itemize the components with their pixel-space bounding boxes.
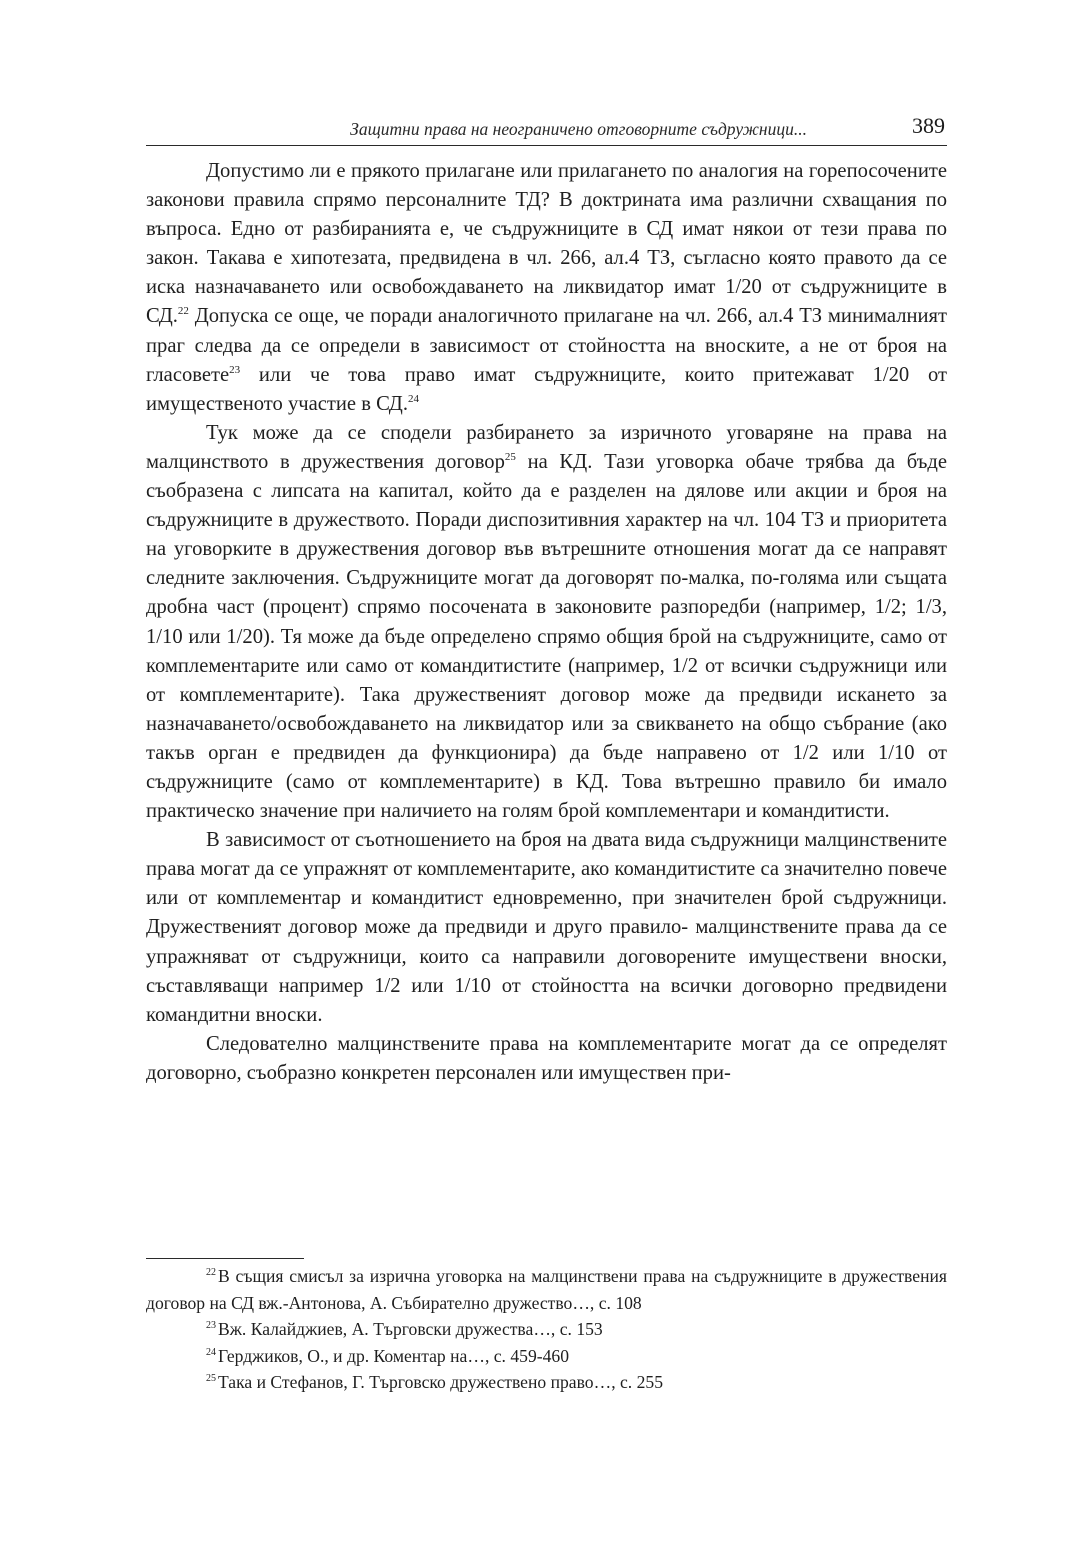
footnote-ref: 24 xyxy=(408,392,419,405)
paragraph-2 xyxy=(146,419,947,826)
footnote-22 xyxy=(146,1263,947,1316)
footnote-text: В същия смисъл за изрична уговорка на малцинствени права на съдружниците в дружествения договор на СД вж.-Антонова, А. Събирателно дружество…, с. 108 xyxy=(146,1266,947,1313)
footnote-number: 24 xyxy=(206,1346,216,1358)
paragraph-text: Допуска се още, че поради аналогичното прилагане на чл. 266, ал.4 ТЗ минималният праг следва да се определи в зависимост от стойността на вноските, а не от броя на гласовете xyxy=(146,305,947,386)
page-header xyxy=(146,113,947,146)
paragraph-text: Допустимо ли е прякото прилагане или прилагането по аналогия на горепосочените законови правила спрямо персоналните ТД? В доктрината има различни схващания по въпроса. Едно от разбиранията е, че съдружниците в СД имат някои от тези права по закон. Такава е хипотезата, предвидена в чл. 266, ал.4 ТЗ, съгласно която правото да се иска назначаването или освобождаването на ликвидатор имат 1/20 от съдружниците в СД. xyxy=(146,160,947,328)
paragraph-4: Следователно малцинствените права на комплементарите могат да се определят договорно, съобразно конкретен персонален или имуществен при- xyxy=(146,1032,947,1084)
footnote-text: Вж. Калайджиев, А. Търговски дружества…, с. 153 xyxy=(218,1319,603,1339)
footnote-24 xyxy=(146,1343,947,1370)
footnote-text: Герджиков, О., и др. Коментар на…, с. 459-460 xyxy=(218,1345,569,1366)
footnote-25 xyxy=(146,1369,947,1396)
page-number: 389 xyxy=(912,113,945,138)
footnote-23 xyxy=(146,1316,947,1343)
paragraph-3: В зависимост от съотношението на броя на двата вида съдружници малцинствените права могат да се упражнят от комплементарите, ако командитистите са значително повече или от комплементар и командитист едновременно, при значителен брой съдружници. Дружественият договор може да предвиди и друго правило- малцинствените права да се упражняват от съдружници, които са направили договорените имуществени вноски, съставляващи например 1/2 или 1/10 от стойността на всички договорно предвидени командитни вноски. xyxy=(146,829,947,1026)
footnote-number: 22 xyxy=(206,1267,216,1278)
paragraph-text: на КД. Тази уговорка обаче трябва да бъде съобразена с липсата на капитал, който да е разделен на дялове или акции и броя на съдружниците в дружеството. Поради диспозитивния характер на чл. 104 ТЗ и приоритета на уговорките в дружествения договор във вътрешните отношения могат да се направят следните заключения. Съдружниците могат да договорят по-малка, по-голяма или същата дробна част (процент) спрямо посочената в законовите разпоредби (например, 1/2; 1/3, 1/10 или 1/20). Тя може да бъде определено спрямо общия брой на съдружниците, само от комплементарите или само от командитистите (например, 1/2 от всички съдружници или от комплементарите). Така дружественият договор може да предвиди искането за назначаването/освобождаването на ликвидатор или за свикването на общо събрание (ако такъв орган е предвиден да функционира) да бъде направено от 1/2 или 1/10 от съдружниците (само от комплементарите) в КД. Това вътрешно правило би имало практическо значение при наличието на голям брой комплементари и командитисти. xyxy=(146,450,947,823)
main-text xyxy=(146,157,947,1088)
paragraph-text: Тук може да се сподели разбирането за изричното уговаряне на права на малцинството в дружествения договор xyxy=(146,421,947,473)
footnote-separator xyxy=(146,1258,304,1259)
paragraph-1 xyxy=(146,157,947,419)
footnote-ref: 22 xyxy=(177,305,189,318)
footnotes xyxy=(146,1263,947,1396)
footnote-number: 23 xyxy=(206,1320,216,1331)
footnote-text: Така и Стефанов, Г. Търговско дружествено право…, с. 255 xyxy=(218,1372,663,1392)
footnote-number: 25 xyxy=(206,1373,216,1384)
running-title: Защитни права на неограничено отговорните съдружници... xyxy=(350,119,807,139)
paragraph-text: или че това право имат съдружниците, които притежават 1/20 от имущественото участие в СД. xyxy=(146,363,947,415)
footnote-ref: 25 xyxy=(504,450,516,463)
footnote-ref: 23 xyxy=(229,363,241,376)
